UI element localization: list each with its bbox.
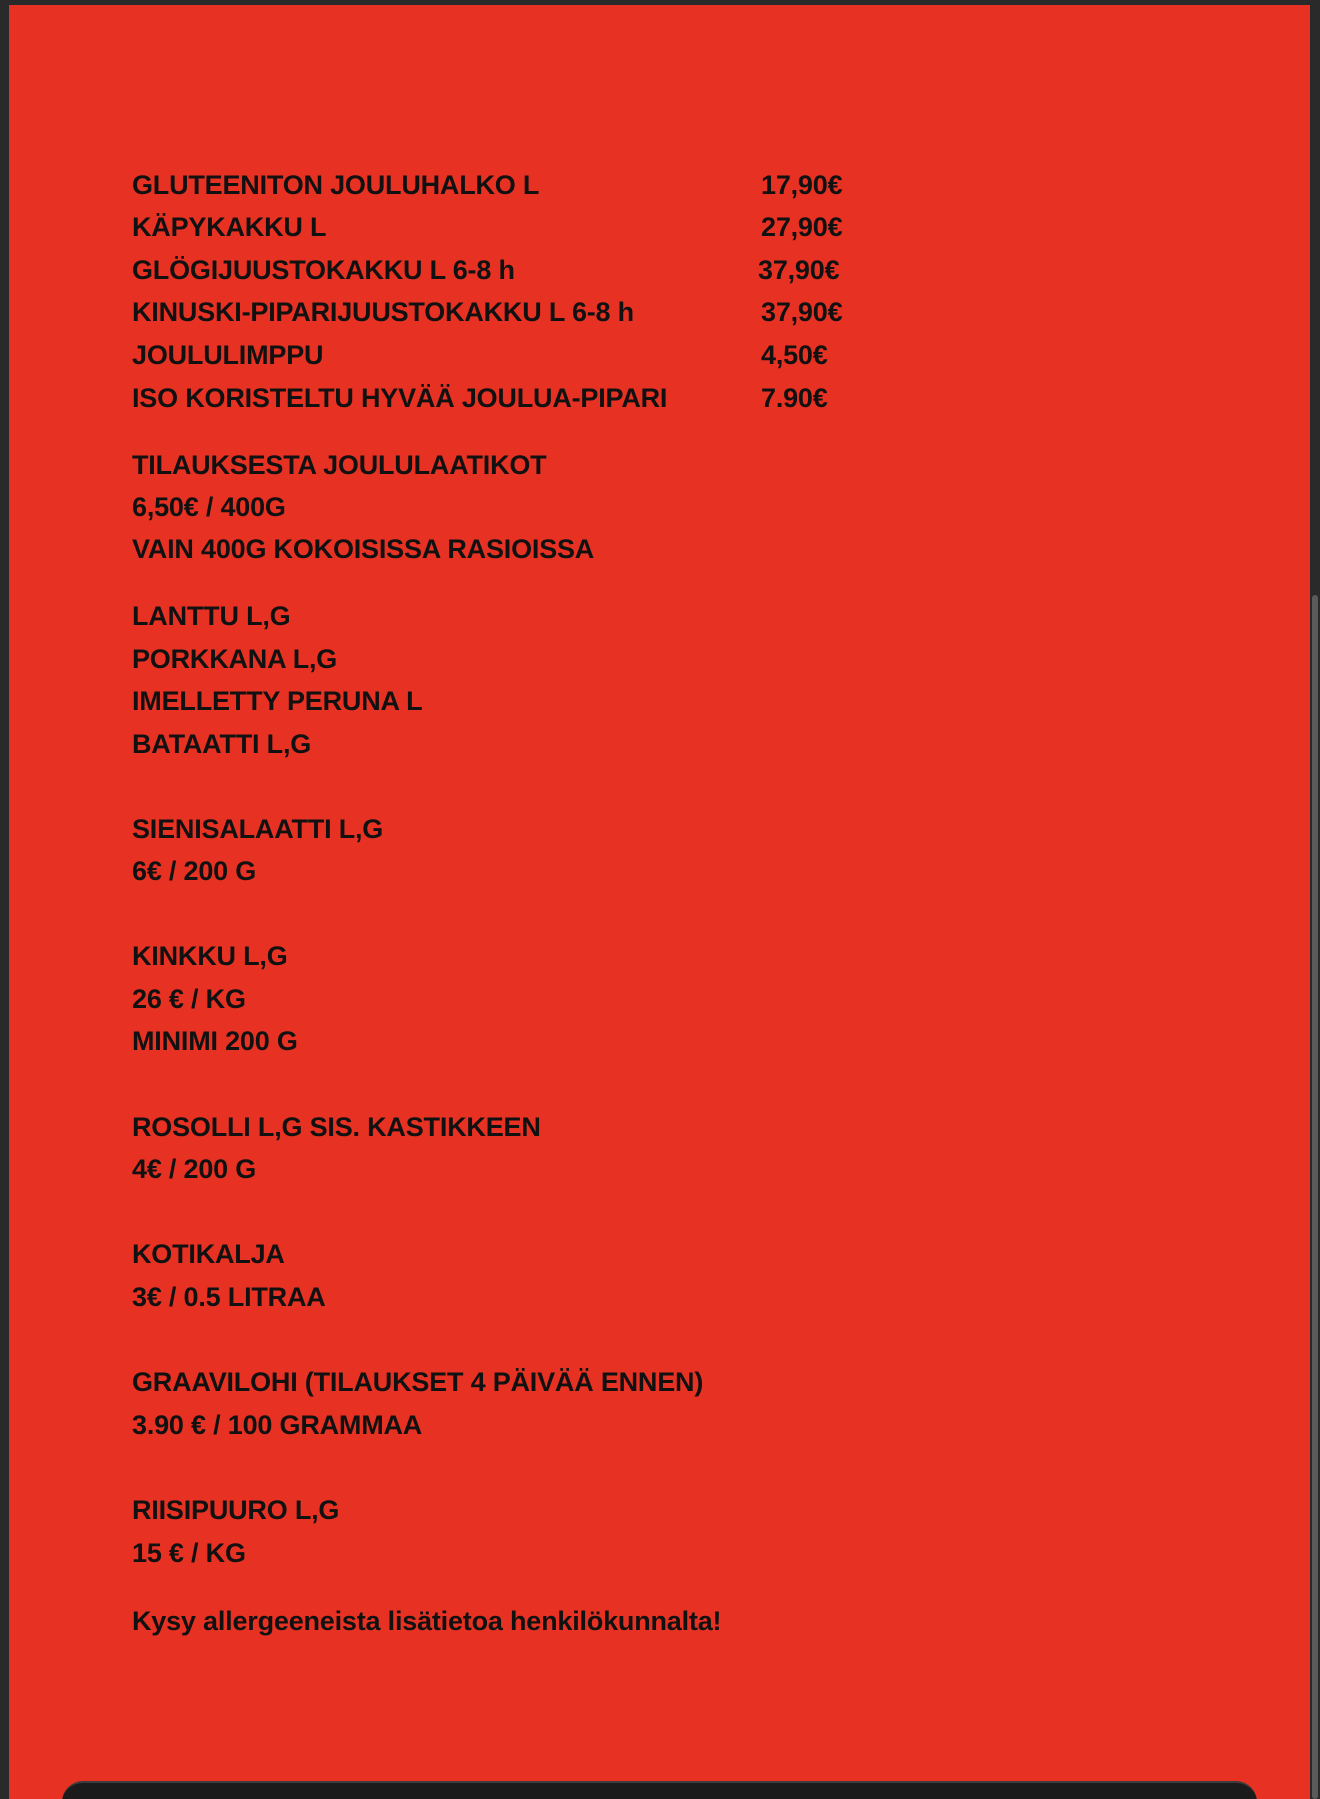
laatikot-title: TILAUKSESTA JOULULAATIKOT	[132, 450, 547, 480]
item-price: 17,90€	[761, 170, 843, 200]
sienisalaatti-price: 6€ / 200 G	[132, 856, 257, 886]
laatikot-note: VAIN 400G KOKOISISSA RASIOISSA	[132, 534, 595, 564]
item-name: KINUSKI-PIPARIJUUSTOKAKKU L 6-8 h	[132, 297, 634, 327]
item-name: GLÖGIJUUSTOKAKKU L 6-8 h	[132, 255, 515, 285]
laatikko-item: PORKKANA L,G	[132, 644, 338, 674]
item-price: 27,90€	[761, 212, 843, 242]
graavilohi-price: 3.90 € / 100 GRAMMAA	[132, 1410, 423, 1440]
allergen-note: Kysy allergeeneista lisätietoa henkilökunnalta!	[132, 1606, 722, 1636]
laatikko-item: BATAATTI L,G	[132, 729, 312, 759]
item-price: 37,90€	[761, 297, 843, 327]
riisipuuro-price: 15 € / KG	[132, 1538, 246, 1568]
rosolli-price: 4€ / 200 G	[132, 1154, 257, 1184]
menu-page	[9, 5, 1310, 1799]
item-name: GLUTEENITON JOULUHALKO L	[132, 170, 540, 200]
item-price: 37,90€	[758, 255, 840, 285]
laatikko-item: LANTTU L,G	[132, 601, 291, 631]
laatikko-item: IMELLETTY PERUNA L	[132, 686, 423, 716]
sienisalaatti-name: SIENISALAATTI L,G	[132, 814, 384, 844]
laatikot-price: 6,50€ / 400G	[132, 492, 286, 522]
rosolli-name: ROSOLLI L,G SIS. KASTIKKEEN	[132, 1112, 541, 1142]
item-name: ISO KORISTELTU HYVÄÄ JOULUA-PIPARI	[132, 383, 668, 413]
scrollbar-thumb[interactable]	[1312, 595, 1318, 1799]
item-name: KÄPYKAKKU L	[132, 212, 327, 242]
kinkku-price: 26 € / KG	[132, 984, 246, 1014]
kotikalja-name: KOTIKALJA	[132, 1239, 285, 1269]
item-price: 4,50€	[761, 340, 828, 370]
kinkku-name: KINKKU L,G	[132, 941, 288, 971]
kotikalja-price: 3€ / 0.5 LITRAA	[132, 1282, 326, 1312]
scrollbar[interactable]	[1310, 0, 1320, 1799]
item-name: JOULULIMPPU	[132, 340, 324, 370]
graavilohi-name: GRAAVILOHI (TILAUKSET 4 PÄIVÄÄ ENNEN)	[132, 1367, 704, 1397]
bottom-toolbar[interactable]	[62, 1781, 1257, 1799]
kinkku-note: MINIMI 200 G	[132, 1026, 298, 1056]
item-price: 7.90€	[761, 383, 828, 413]
riisipuuro-name: RIISIPUURO L,G	[132, 1495, 340, 1525]
